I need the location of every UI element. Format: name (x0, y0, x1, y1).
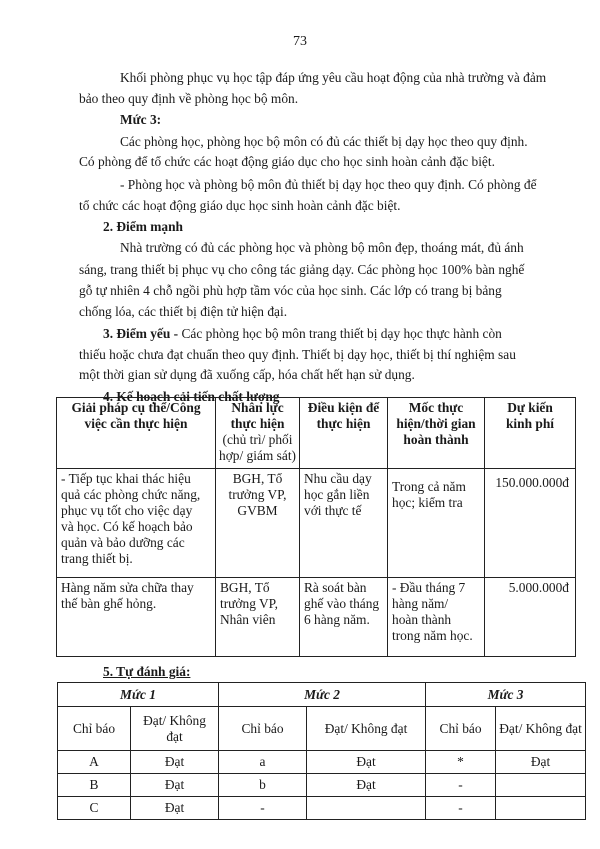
plan-row-2-budget: 5.000.000đ (485, 578, 576, 657)
level3-p1-line-1: Các phòng học, phòng học bộ môn có đủ các thiết bị dạy học theo quy định. (120, 134, 528, 149)
self-eval-row-a (58, 751, 586, 774)
page-number: 73 (293, 34, 307, 49)
row-c-l2-result (307, 797, 426, 820)
row-b-l1-indicator: B (58, 774, 131, 797)
self-eval-table (57, 682, 586, 820)
plan-row-1-timeline: Trong cả năm học; kiểm tra (388, 469, 485, 578)
strengths-line-3: gỗ tự nhiên 4 chỗ ngồi phù hợp tầm vóc của học sinh. Các lớp có trang bị bảng (79, 283, 502, 298)
improvement-plan-table (56, 397, 576, 657)
level-2-result-header: Đạt/ Không đạt (307, 707, 426, 751)
strengths-line-2: sáng, trang thiết bị phục vụ cho công tác giảng dạy. Các phòng học 100% bàn nghế (79, 262, 525, 277)
strengths-line-4: chống lóa, các thiết bị điện tử hiện đại. (79, 304, 288, 319)
row-a-l3-indicator: * (426, 751, 496, 774)
self-eval-subheader-row (58, 707, 586, 751)
level-2-indicator-header: Chỉ báo (219, 707, 307, 751)
strengths-heading: 2. Điểm mạnh (103, 219, 183, 234)
plan-row-2-conditions: Rà soát bàn ghế vào tháng 6 hàng năm. (300, 578, 388, 657)
plan-header-timeline: Mốc thực hiện/thời gian hoàn thành (388, 398, 485, 469)
plan-row-1-task: - Tiếp tục khai thác hiệu quả các phòng chức năng, phục vụ tốt cho việc dạy và học. Có kế hoạch bảo quản và bảo dưỡng các trang thiết bị. (57, 469, 216, 578)
intro-line-2: bảo theo quy định về phòng học bộ môn. (79, 91, 299, 106)
strengths-line-1: Nhà trường có đủ các phòng học và phòng bộ môn đẹp, thoáng mát, đủ ánh (120, 240, 524, 255)
plan-row-2-timeline: - Đầu tháng 7 hàng năm/ hoàn thành trong năm học. (388, 578, 485, 657)
plan-heading: 4. Kế hoạch cải tiến chất lượng (103, 389, 280, 404)
row-a-l1-result: Đạt (131, 751, 219, 774)
row-a-l2-result: Đạt (307, 751, 426, 774)
weaknesses-line-1 (103, 326, 502, 342)
plan-row-2-staff: BGH, Tổ trưởng VP, Nhân viên (216, 578, 300, 657)
row-c-l2-indicator: - (219, 797, 307, 820)
row-a-l3-result: Đạt (496, 751, 586, 774)
row-b-l3-indicator: - (426, 774, 496, 797)
level-1-result-header: Đạt/ Không đạt (131, 707, 219, 751)
plan-row-1-staff: BGH, Tổ trưởng VP, GVBM (216, 469, 300, 578)
plan-row-1-conditions: Nhu cầu dạy học gắn liền với thực tế (300, 469, 388, 578)
level-3-result-header: Đạt/ Không đạt (496, 707, 586, 751)
level-2-header: Mức 2 (219, 683, 426, 707)
level3-p1-line-2: Có phòng để tổ chức các hoạt động giáo dục cho học sinh hoàn cảnh đặc biệt. (79, 154, 495, 169)
level3-p2-line-1: - Phòng học và phòng bộ môn đủ thiết bị dạy học theo quy định. Có phòng để (120, 177, 537, 192)
plan-header-staff: Nhân lực thực hiện (chủ trì/ phối hợp/ giám sát) (216, 398, 300, 469)
row-c-l1-result: Đạt (131, 797, 219, 820)
weaknesses-line-2: thiếu hoặc chưa đạt chuẩn theo quy định. Thiết bị dạy học, thiết bị thí nghiệm sau (79, 347, 516, 362)
plan-row-2 (57, 578, 576, 657)
plan-row-1 (57, 469, 576, 578)
level-3-indicator-header: Chỉ báo (426, 707, 496, 751)
row-c-l3-indicator: - (426, 797, 496, 820)
self-eval-row-b (58, 774, 586, 797)
plan-header-row (57, 398, 576, 469)
level-3-header: Mức 3 (426, 683, 586, 707)
row-b-l2-result: Đạt (307, 774, 426, 797)
level3-p2-line-2: tổ chức các hoạt động giáo dục học sinh hoàn cảnh đặc biệt. (79, 198, 401, 213)
plan-header-conditions: Điều kiện để thực hiện (300, 398, 388, 469)
self-eval-row-c (58, 797, 586, 820)
row-a-l1-indicator: A (58, 751, 131, 774)
plan-header-task: Giải pháp cụ thể/Công việc cần thực hiện (57, 398, 216, 469)
plan-row-1-budget: 150.000.000đ (485, 469, 576, 578)
self-eval-level-row (58, 683, 586, 707)
plan-header-budget: Dự kiến kinh phí (485, 398, 576, 469)
plan-row-2-task: Hàng năm sửa chữa thay thế bàn ghế hỏng. (57, 578, 216, 657)
row-a-l2-indicator: a (219, 751, 307, 774)
level-1-header: Mức 1 (58, 683, 219, 707)
weaknesses-line-3: một thời gian sử dụng đã xuống cấp, hóa chất hết hạn sử dụng. (79, 367, 415, 382)
intro-line-1: Khối phòng phục vụ học tập đáp ứng yêu cầu hoạt động của nhà trường và đảm (120, 70, 547, 85)
weaknesses-heading: 3. Điểm yếu - (103, 326, 179, 341)
level3-heading: Mức 3: (120, 112, 162, 127)
level-1-indicator-header: Chỉ báo (58, 707, 131, 751)
row-c-l1-indicator: C (58, 797, 131, 820)
row-b-l1-result: Đạt (131, 774, 219, 797)
row-b-l3-result (496, 774, 586, 797)
self-eval-heading: 5. Tự đánh giá: (103, 664, 191, 679)
row-c-l3-result (496, 797, 586, 820)
row-b-l2-indicator: b (219, 774, 307, 797)
weaknesses-text-1: Các phòng học bộ môn trang thiết bị dạy học thực hành còn (178, 326, 502, 341)
